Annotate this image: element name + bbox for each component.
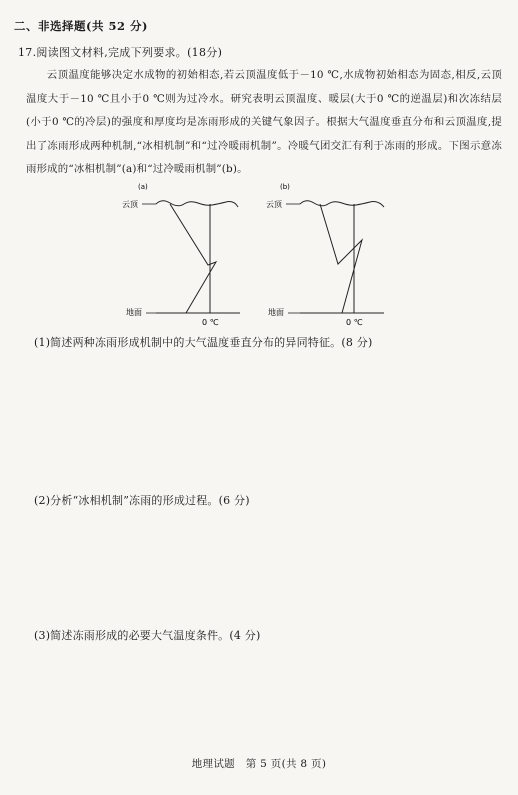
panel-b-cloud-top-line bbox=[300, 201, 384, 207]
section-title: 二、非选择题(共 52 分) bbox=[14, 19, 148, 33]
panel-b-cloud-top-label: 云顶 bbox=[266, 200, 282, 209]
panel-b bbox=[266, 183, 384, 327]
panel-b-zero-label: 0 ℃ bbox=[346, 318, 363, 327]
sub-question-3: (3)简述冻雨形成的必要大气温度条件。(4 分) bbox=[34, 629, 261, 642]
panel-a-cloud-top-line bbox=[156, 201, 238, 207]
panel-a-ground-label: 地面 bbox=[126, 308, 142, 317]
material-text: 云顶温度能够决定水成物的初始相态,若云顶温度低于－10 ℃,水成物初始相态为固态,相反,云顶温度大于－10 ℃且小于0 ℃则为过冷水。研究表明云顶温度、暖层(大于0 ℃的逆温层)和次冻结层(小于0 ℃的冷层)的强度和厚度均是冻雨形成的关键气象因子。根据大气温度垂直分布和云顶温度,提出了冻雨形成两种机制,“冰相机制”和“过冷暖雨机制”。冷暖气团交汇有利于冻雨的形成。下图示意冻雨形成的“冰相机制”(a)和“过冷暖雨机制”(b)。 bbox=[26, 69, 502, 175]
freezing-rain-figure bbox=[118, 180, 418, 330]
panel-b-ground-label: 地面 bbox=[268, 308, 284, 317]
sub-question-2: (2)分析“冰相机制”冻雨的形成过程。(6 分) bbox=[34, 494, 250, 507]
panel-b-temperature-profile bbox=[320, 204, 362, 313]
figure-svg bbox=[118, 180, 418, 330]
panel-b-tag: (b) bbox=[280, 183, 290, 191]
sub-question-1: (1)简述两种冻雨形成机制中的大气温度垂直分布的异同特征。(8 分) bbox=[34, 336, 373, 349]
panel-a-tag: (a) bbox=[138, 183, 148, 191]
panel-a-cloud-top-label: 云顶 bbox=[122, 200, 138, 209]
question-title: 17.阅读图文材料,完成下列要求。(18分) bbox=[18, 46, 223, 59]
panel-a-temperature-profile bbox=[170, 204, 216, 313]
panel-a bbox=[122, 183, 240, 327]
panel-a-zero-label: 0 ℃ bbox=[202, 318, 219, 327]
page-footer: 地理试题 第 5 页(共 8 页) bbox=[191, 758, 327, 770]
